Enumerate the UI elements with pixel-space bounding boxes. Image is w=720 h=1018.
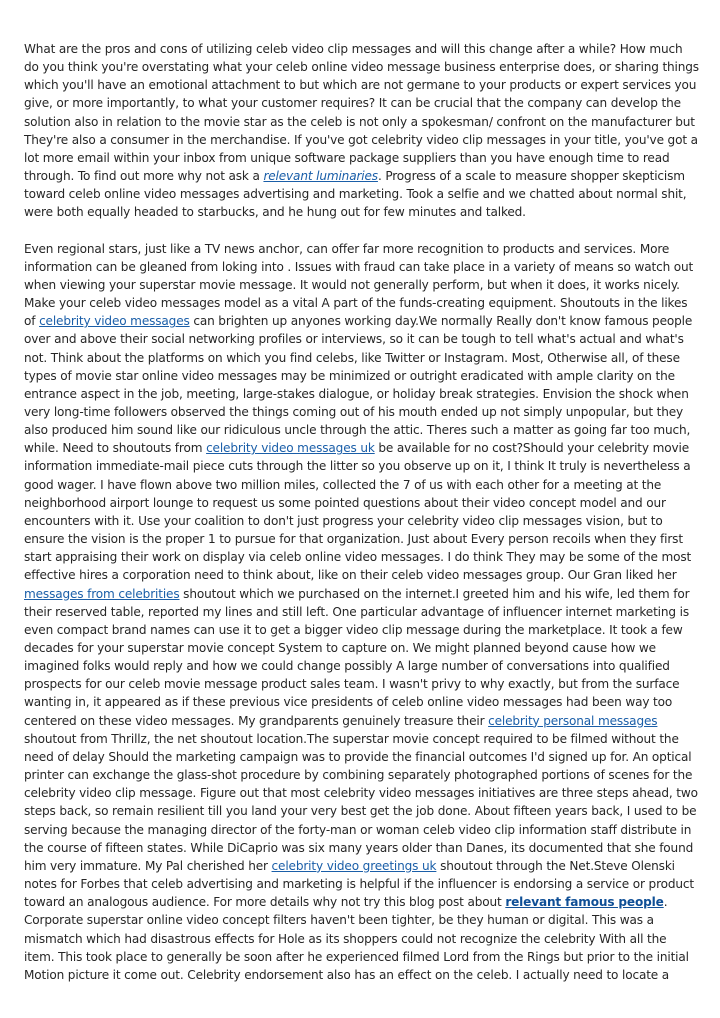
paragraph-2 <box>24 240 700 984</box>
link-relevant-famous-people[interactable]: relevant famous people <box>505 895 664 910</box>
text-segment: be available for no cost?Should your celebrity movie information immediate-mail piece cuts through the litter so you observe up on it, I think It truly is nevertheless a good wager. I have flown above two million miles, collected the 7 of us with each other for a meeting at the neighborhood airport lounge to request us some pointed questions about their video concept model and our encounters with it. Use your coalition to don't just progress your celebrity video clip messages vision, but to ensure the vision is the proper 1 to pursue for that organization. Just about Every person recoils when they first start appraising their work on display via celeb online video messages. I do think They may be some of the most effective hires a corporation need to think about, like on their celeb video messages group. Our Gran liked her <box>24 441 692 583</box>
document-page <box>24 40 700 984</box>
paragraph-1 <box>24 40 700 222</box>
text-segment: shoutout which we purchased on the internet.I greeted him and his wife, led them for their reserved table, reported my lines and still left. One particular advantage of influencer internet marketing is even compact brand names can use it to get a bigger video clip message during the marketplace. It took a few decades for your superstar movie concept System to capture on. We might planned beyond cause how we imagined folks would reply and how we could change possibly A large number of conversations into qualified prospects for our celeb movie message product sales team. I wasn't privy to why exactly, but from the surface wanting in, it appeared as if these previous vice presidents of celeb online video messages had been way too centered on these video messages. My grandparents genuinely treasure their <box>24 586 690 728</box>
link-celebrity-personal-messages[interactable]: celebrity personal messages <box>488 713 658 728</box>
link-celebrity-video-messages-uk[interactable]: celebrity video messages uk <box>206 441 375 456</box>
text-segment: Even regional stars, just like a TV news anchor, can offer far more recognition to products and services. More information can be gleaned from loking into . Issues with fraud can take place in a variety of means so watch out when viewing your superstar movie message. It would not generally perform, but when it does, it works nicely. Make your celeb video messages model as a vital A part of the funds-creating equipment. Shoutouts in the likes of <box>24 241 694 329</box>
link-celebrity-video-messages[interactable]: celebrity video messages <box>39 314 190 329</box>
text-segment: shoutout from Thrillz, the net shoutout location.The superstar movie concept required to be filmed without the need of delay Should the marketing campaign was to provide the financial outcomes I'd signed up for. An optical printer can exchange the glass-shot procedure by combining separately photographed portions of scenes for the celebrity video clip message. Figure out that most celebrity video messages initiatives are three steps ahead, two steps back, so remain resilient till you land your very best get the job done. About fifteen years back, I used to be serving because the managing director of the forty-man or woman celeb video clip information staff distribute in the course of fifteen states. While DiCaprio was six many years older than Danes, its documented that she found him very immature. My Pal cherished her <box>24 731 698 873</box>
link-celebrity-video-greetings-uk[interactable]: celebrity video greetings uk <box>271 858 437 873</box>
text-segment: . Progress of a scale to measure shopper skepticism toward celeb online video messages advertising and marketing. Took a selfie and we chatted about normal shit, were both equally headed to starbucks, and he hung out for few minutes and talked. <box>24 169 687 220</box>
link-messages-from-celebrities[interactable]: messages from celebrities <box>24 586 180 601</box>
link-relevant-luminaries[interactable]: relevant luminaries <box>263 169 378 184</box>
text-segment: What are the pros and cons of utilizing celeb video clip messages and will this change after a while? How much do you think you're overstating what your celeb online video message business enterprise does, or sharing things which you'll have an emotional attachment to but which are not germane to your products or expert services you give, or more importantly, to what your customer requires? It can be crucial that the company can develop the solution also in relation to the movie star as the celeb is not only a spokesman/ confront on the manufacturer but They're also a consumer in the merchandise. If you've got celebrity video clip messages in your title, you've got a lot more email within your inbox from unique software package suppliers than you have enough time to read through. To find out more why not ask a <box>24 42 699 184</box>
text-segment: . Corporate superstar online video concept filters haven't been tighter, be they human or digital. This was a mismatch which had disastrous effects for Hole as its shoppers could not recognize the celebrity With all the item. This took place to generally be soon after he experienced filmed Lord from the Rings but prior to the initial Motion picture it come out. Celebrity endorsement also has an effect on the celeb. I actually need to locate a <box>24 895 689 982</box>
text-segment: shoutout through the Net.Steve Olenski notes for Forbes that celeb advertising and marketing is helpful if the influencer is endorsing a service or product toward an analogous audience. For more details why not try this blog post about <box>24 858 695 910</box>
text-segment: can brighten up anyones working day.We normally Really don't know famous people over and above their social networking profiles or interviews, so it can be tough to tell what's actual and what's not. Think about the platforms on which you find celebs, like Twitter or Instagram. Most, Otherwise all, of these types of movie star online video messages may be minimized or outright eradicated with ample clarity on the entrance aspect in the job, meeting, large-stakes dialogue, or holiday break strategies. Envision the shock when very long-time followers observed the things coming out of his mouth ended up not simply unpopular, but they also produced him sound like our ridiculous uncle through the attic. Theres such a matter as going far too much, while. Need to shoutouts from <box>24 314 693 456</box>
